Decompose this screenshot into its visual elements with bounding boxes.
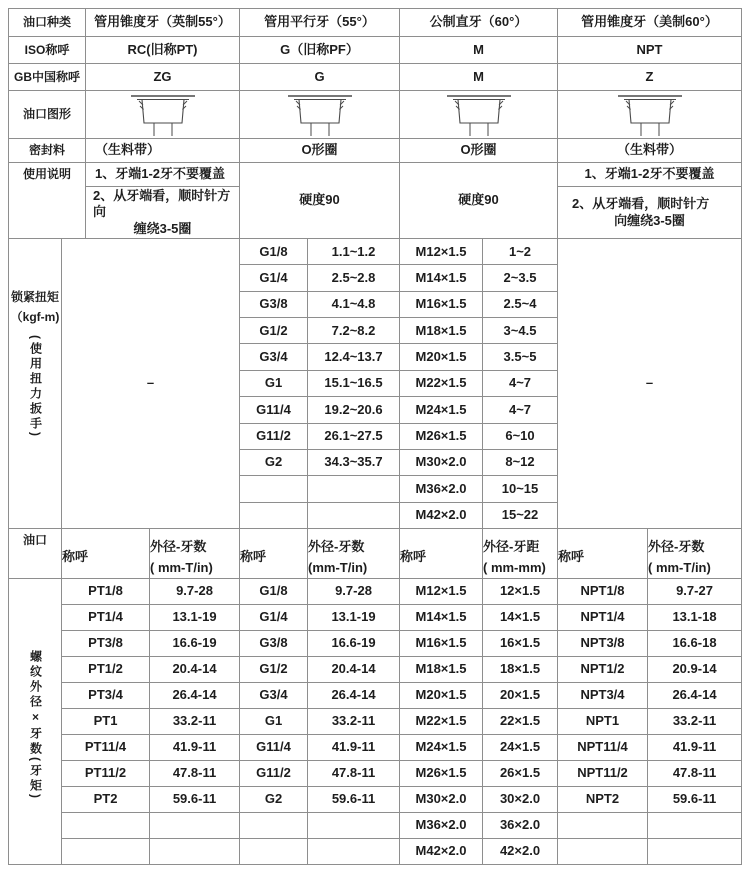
header-spec-text: 外径-牙距 bbox=[483, 538, 540, 554]
size-m-thread: M14×1.5 bbox=[400, 605, 483, 631]
torque-g-value: 4.1~4.8 bbox=[308, 292, 400, 318]
header-unit-text: ( mm-mm) bbox=[483, 559, 546, 575]
torque-g-thread bbox=[240, 476, 308, 502]
header-m-spec bbox=[483, 529, 558, 579]
header-spec-text: 外径-牙数 bbox=[308, 538, 365, 554]
torque-m-thread: M26×1.5 bbox=[400, 424, 483, 450]
header-g-name bbox=[240, 529, 308, 579]
size-m-thread: M36×2.0 bbox=[400, 813, 483, 839]
torque-g-thread: G3/4 bbox=[240, 344, 308, 370]
thread-spec-table bbox=[8, 8, 742, 865]
header-unit-text: ( mm-T/in) bbox=[648, 559, 711, 575]
cell-m: M bbox=[400, 37, 558, 64]
cell-npt: NPT bbox=[558, 37, 742, 64]
header-name-text: 称呼 bbox=[240, 549, 267, 564]
header-rc-spec bbox=[150, 529, 240, 579]
size-pt-value: 59.6-11 bbox=[150, 787, 240, 813]
size-npt-value: 41.9-11 bbox=[648, 735, 742, 761]
header-g-spec bbox=[308, 529, 400, 579]
torque-m-thread: M42×2.0 bbox=[400, 503, 483, 529]
size-npt-thread bbox=[558, 813, 648, 839]
size-npt-value: 26.4-14 bbox=[648, 683, 742, 709]
size-pt-thread: PT1/4 bbox=[62, 605, 150, 631]
cell-npt: Z bbox=[558, 64, 742, 91]
seal-npt: （生料带） bbox=[558, 139, 742, 163]
torque-m-value: 3~4.5 bbox=[483, 318, 558, 344]
cell-m: 公制直牙（60°） bbox=[400, 9, 558, 37]
port-header-label: 油口 bbox=[9, 529, 62, 579]
size-g-thread: G3/4 bbox=[240, 683, 308, 709]
size-npt-thread: NPT1/8 bbox=[558, 579, 648, 605]
torque-m-thread: M20×1.5 bbox=[400, 344, 483, 370]
size-npt-thread: NPT11/4 bbox=[558, 735, 648, 761]
torque-m-value: 4~7 bbox=[483, 397, 558, 423]
cell-rc: RC(旧称PT) bbox=[86, 37, 240, 64]
size-pt-thread bbox=[62, 839, 150, 865]
torque-g-thread: G11/2 bbox=[240, 424, 308, 450]
size-m-value: 20×1.5 bbox=[483, 683, 558, 709]
size-pt-value: 26.4-14 bbox=[150, 683, 240, 709]
size-pt-thread: PT1/8 bbox=[62, 579, 150, 605]
header-rc-name bbox=[62, 529, 150, 579]
size-pt-thread: PT11/2 bbox=[62, 761, 150, 787]
size-g-value: 59.6-11 bbox=[308, 787, 400, 813]
size-npt-thread: NPT11/2 bbox=[558, 761, 648, 787]
size-g-value: 20.4-14 bbox=[308, 657, 400, 683]
size-pt-value: 20.4-14 bbox=[150, 657, 240, 683]
port-fitting-icon bbox=[129, 93, 197, 137]
size-npt-value: 59.6-11 bbox=[648, 787, 742, 813]
size-g-thread: G1 bbox=[240, 709, 308, 735]
torque-m-value: 2~3.5 bbox=[483, 265, 558, 291]
section-port-diagrams bbox=[9, 91, 742, 139]
torque-label-wrench-note: (使用扭力扳手) bbox=[28, 335, 43, 439]
usage-g-hardness: 硬度90 bbox=[240, 163, 400, 239]
size-g-thread: G1/2 bbox=[240, 657, 308, 683]
torque-m-thread: M16×1.5 bbox=[400, 292, 483, 318]
section-usage bbox=[9, 163, 742, 239]
row-label: 油口种类 bbox=[9, 9, 86, 37]
size-g-thread: G2 bbox=[240, 787, 308, 813]
torque-m-value: 3.5~5 bbox=[483, 344, 558, 370]
size-m-thread: M30×2.0 bbox=[400, 787, 483, 813]
row-label: 密封料 bbox=[9, 139, 86, 163]
size-pt-value bbox=[150, 813, 240, 839]
size-g-value: 16.6-19 bbox=[308, 631, 400, 657]
usage-m-hardness: 硬度90 bbox=[400, 163, 558, 239]
torque-g-thread: G2 bbox=[240, 450, 308, 476]
size-g-thread: G1/4 bbox=[240, 605, 308, 631]
size-npt-value: 9.7-27 bbox=[648, 579, 742, 605]
torque-g-value: 1.1~1.2 bbox=[308, 239, 400, 265]
size-g-thread bbox=[240, 813, 308, 839]
size-npt-thread bbox=[558, 839, 648, 865]
size-m-value: 30×2.0 bbox=[483, 787, 558, 813]
size-pt-thread: PT3/4 bbox=[62, 683, 150, 709]
torque-label-title: 锁紧扭矩 bbox=[10, 290, 59, 304]
size-g-value bbox=[308, 813, 400, 839]
torque-m-thread: M36×2.0 bbox=[400, 476, 483, 502]
torque-g-value: 26.1~27.5 bbox=[308, 424, 400, 450]
torque-m-thread: M22×1.5 bbox=[400, 371, 483, 397]
torque-m-value: 15~22 bbox=[483, 503, 558, 529]
torque-m-value: 4~7 bbox=[483, 371, 558, 397]
torque-g-value: 12.4~13.7 bbox=[308, 344, 400, 370]
size-npt-value: 16.6-18 bbox=[648, 631, 742, 657]
size-m-value: 42×2.0 bbox=[483, 839, 558, 865]
size-g-value: 9.7-28 bbox=[308, 579, 400, 605]
torque-m-thread: M14×1.5 bbox=[400, 265, 483, 291]
size-npt-thread: NPT3/4 bbox=[558, 683, 648, 709]
cell-g: G bbox=[240, 64, 400, 91]
seal-g: O形圈 bbox=[240, 139, 400, 163]
row-label: ISO称呼 bbox=[9, 37, 86, 64]
size-g-thread: G11/4 bbox=[240, 735, 308, 761]
size-label-text: 螺纹外径×牙数(牙矩) bbox=[28, 650, 43, 801]
size-npt-value: 13.1-18 bbox=[648, 605, 742, 631]
torque-g-thread: G1 bbox=[240, 371, 308, 397]
torque-m-thread: M24×1.5 bbox=[400, 397, 483, 423]
diagram-cell-npt bbox=[558, 91, 742, 139]
size-npt-value: 20.9-14 bbox=[648, 657, 742, 683]
torque-label-unit: （kgf-m) bbox=[10, 310, 60, 324]
size-m-thread: M12×1.5 bbox=[400, 579, 483, 605]
torque-g-value: 34.3~35.7 bbox=[308, 450, 400, 476]
torque-g-value: 19.2~20.6 bbox=[308, 397, 400, 423]
torque-g-value: 15.1~16.5 bbox=[308, 371, 400, 397]
torque-rc-dash: – bbox=[62, 239, 240, 529]
usage-rc-note1: 1、牙端1-2牙不要覆盖 bbox=[86, 163, 240, 187]
port-fitting-icon bbox=[616, 93, 684, 137]
size-npt-thread: NPT2 bbox=[558, 787, 648, 813]
torque-g-value: 2.5~2.8 bbox=[308, 265, 400, 291]
size-m-thread: M18×1.5 bbox=[400, 657, 483, 683]
torque-row-label bbox=[9, 239, 62, 529]
size-pt-thread: PT3/8 bbox=[62, 631, 150, 657]
size-g-value: 33.2-11 bbox=[308, 709, 400, 735]
size-m-thread: M42×2.0 bbox=[400, 839, 483, 865]
size-m-thread: M24×1.5 bbox=[400, 735, 483, 761]
diagram-cell-rc bbox=[86, 91, 240, 139]
size-m-thread: M26×1.5 bbox=[400, 761, 483, 787]
row-label: GB中国称呼 bbox=[9, 64, 86, 91]
port-fitting-icon bbox=[286, 93, 354, 137]
size-m-value: 24×1.5 bbox=[483, 735, 558, 761]
size-m-value: 18×1.5 bbox=[483, 657, 558, 683]
section-sizes bbox=[9, 579, 742, 865]
size-g-value: 13.1-19 bbox=[308, 605, 400, 631]
size-npt-value bbox=[648, 839, 742, 865]
cell-rc: ZG bbox=[86, 64, 240, 91]
cell-m: M bbox=[400, 64, 558, 91]
size-g-thread bbox=[240, 839, 308, 865]
size-pt-value: 41.9-11 bbox=[150, 735, 240, 761]
row-label: 油口图形 bbox=[9, 91, 86, 139]
section-seal bbox=[9, 139, 742, 163]
size-m-value: 22×1.5 bbox=[483, 709, 558, 735]
size-g-value: 26.4-14 bbox=[308, 683, 400, 709]
diagram-cell-g bbox=[240, 91, 400, 139]
size-pt-thread: PT11/4 bbox=[62, 735, 150, 761]
header-m-name bbox=[400, 529, 483, 579]
usage-npt-note1: 1、牙端1-2牙不要覆盖 bbox=[558, 163, 742, 187]
torque-g-thread: G1/4 bbox=[240, 265, 308, 291]
section-names bbox=[9, 9, 742, 91]
size-npt-thread: NPT1/4 bbox=[558, 605, 648, 631]
size-row-label bbox=[9, 579, 62, 865]
size-pt-thread: PT1/2 bbox=[62, 657, 150, 683]
size-npt-value: 33.2-11 bbox=[648, 709, 742, 735]
usage-rc-note2-line1: 2、从牙端看，顺时针方向 bbox=[93, 188, 231, 220]
size-m-value: 14×1.5 bbox=[483, 605, 558, 631]
size-g-thread: G11/2 bbox=[240, 761, 308, 787]
size-npt-thread: NPT1/2 bbox=[558, 657, 648, 683]
torque-g-thread: G3/8 bbox=[240, 292, 308, 318]
torque-g-value: 7.2~8.2 bbox=[308, 318, 400, 344]
header-npt-name bbox=[558, 529, 648, 579]
cell-npt: 管用锥度牙（美制60°） bbox=[558, 9, 742, 37]
header-spec-text: 外径-牙数 bbox=[648, 538, 705, 554]
header-unit-text: (mm-T/in) bbox=[308, 559, 368, 575]
torque-m-value: 10~15 bbox=[483, 476, 558, 502]
torque-g-thread: G11/4 bbox=[240, 397, 308, 423]
size-m-thread: M22×1.5 bbox=[400, 709, 483, 735]
header-unit-text: ( mm-T/in) bbox=[150, 559, 213, 575]
size-pt-thread: PT2 bbox=[62, 787, 150, 813]
cell-g: 管用平行牙（55°） bbox=[240, 9, 400, 37]
size-g-thread: G3/8 bbox=[240, 631, 308, 657]
size-pt-thread bbox=[62, 813, 150, 839]
size-g-thread: G1/8 bbox=[240, 579, 308, 605]
size-m-thread: M20×1.5 bbox=[400, 683, 483, 709]
torque-m-thread: M30×2.0 bbox=[400, 450, 483, 476]
torque-g-thread: G1/2 bbox=[240, 318, 308, 344]
cell-g: G（旧称PF） bbox=[240, 37, 400, 64]
size-m-value: 16×1.5 bbox=[483, 631, 558, 657]
size-g-value: 47.8-11 bbox=[308, 761, 400, 787]
torque-g-thread bbox=[240, 503, 308, 529]
size-pt-thread: PT1 bbox=[62, 709, 150, 735]
usage-npt-note2 bbox=[558, 187, 742, 239]
torque-m-thread: M18×1.5 bbox=[400, 318, 483, 344]
size-npt-value bbox=[648, 813, 742, 839]
size-npt-thread: NPT1 bbox=[558, 709, 648, 735]
usage-npt-note2-line1: 2、从牙端看，顺时针方 bbox=[572, 196, 710, 212]
section-port-header bbox=[9, 529, 742, 579]
size-m-value: 12×1.5 bbox=[483, 579, 558, 605]
seal-rc: （生料带） bbox=[86, 139, 240, 163]
diagram-cell-m bbox=[400, 91, 558, 139]
size-pt-value bbox=[150, 839, 240, 865]
usage-rc-note2-line2: 缠绕3-5圈 bbox=[133, 220, 192, 236]
size-pt-value: 9.7-28 bbox=[150, 579, 240, 605]
port-fitting-icon bbox=[445, 93, 513, 137]
cell-rc: 管用锥度牙（英制55°） bbox=[86, 9, 240, 37]
row-label: 使用说明 bbox=[9, 163, 86, 239]
size-pt-value: 13.1-19 bbox=[150, 605, 240, 631]
torque-m-value: 1~2 bbox=[483, 239, 558, 265]
size-m-value: 26×1.5 bbox=[483, 761, 558, 787]
torque-g-value bbox=[308, 503, 400, 529]
seal-m: O形圈 bbox=[400, 139, 558, 163]
torque-npt-dash: – bbox=[558, 239, 742, 529]
size-m-value: 36×2.0 bbox=[483, 813, 558, 839]
size-g-value: 41.9-11 bbox=[308, 735, 400, 761]
size-m-thread: M16×1.5 bbox=[400, 631, 483, 657]
usage-rc-note2 bbox=[86, 187, 240, 239]
torque-g-thread: G1/8 bbox=[240, 239, 308, 265]
header-name-text: 称呼 bbox=[62, 549, 89, 564]
torque-g-value bbox=[308, 476, 400, 502]
size-g-value bbox=[308, 839, 400, 865]
usage-npt-note2-line2: 向缠绕3-5圈 bbox=[614, 212, 685, 228]
torque-m-thread: M12×1.5 bbox=[400, 239, 483, 265]
size-pt-value: 16.6-19 bbox=[150, 631, 240, 657]
torque-m-value: 6~10 bbox=[483, 424, 558, 450]
header-spec-text: 外径-牙数 bbox=[150, 538, 207, 554]
size-npt-thread: NPT3/8 bbox=[558, 631, 648, 657]
header-name-text: 称呼 bbox=[558, 549, 585, 564]
header-npt-spec bbox=[648, 529, 742, 579]
size-pt-value: 47.8-11 bbox=[150, 761, 240, 787]
size-pt-value: 33.2-11 bbox=[150, 709, 240, 735]
size-npt-value: 47.8-11 bbox=[648, 761, 742, 787]
header-name-text: 称呼 bbox=[400, 549, 427, 564]
section-torque bbox=[9, 239, 742, 529]
torque-m-value: 2.5~4 bbox=[483, 292, 558, 318]
torque-m-value: 8~12 bbox=[483, 450, 558, 476]
